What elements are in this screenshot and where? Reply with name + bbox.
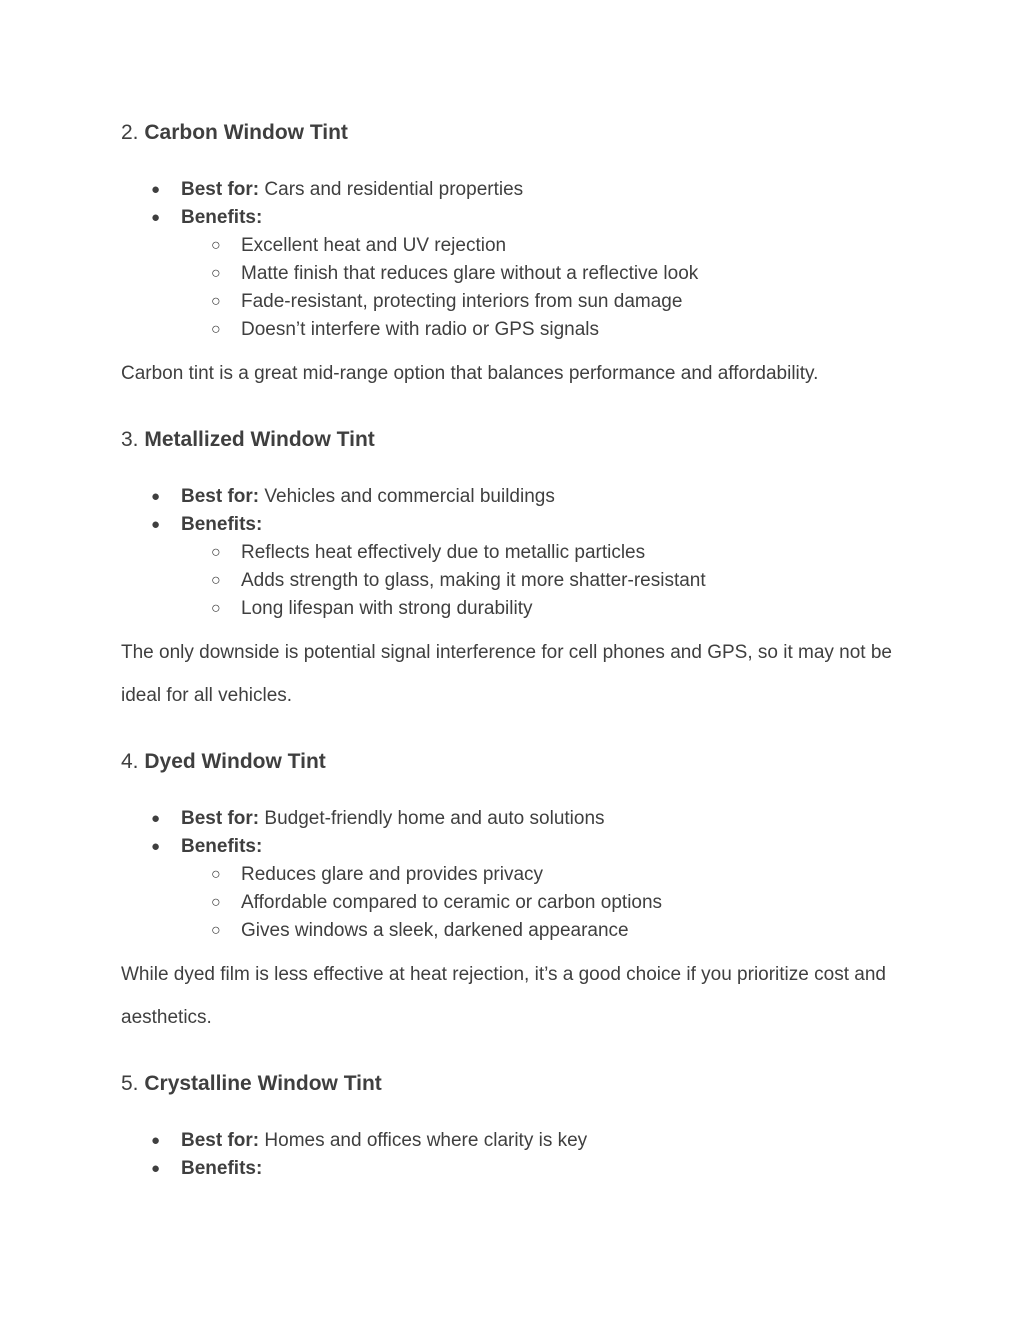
bullet-icon: ●	[151, 488, 161, 505]
benefit-text: Affordable compared to ceramic or carbon options	[241, 892, 663, 913]
section-title: Metallized Window Tint	[144, 428, 375, 451]
bullet-list	[121, 483, 911, 623]
section-metallized	[121, 427, 911, 717]
section-number: 5.	[121, 1072, 139, 1095]
sub-list-item	[121, 861, 911, 889]
benefits-label: Benefits:	[181, 836, 263, 857]
benefit-text: Adds strength to glass, making it more shatter-resistant	[241, 570, 706, 591]
section-carbon	[121, 120, 911, 395]
circle-bullet-icon: ○	[211, 922, 221, 939]
section-summary: The only downside is potential signal interference for cell phones and GPS, so it may not be ideal for all vehicles.	[121, 642, 892, 706]
circle-bullet-icon: ○	[211, 572, 221, 589]
circle-bullet-icon: ○	[211, 600, 221, 617]
list-item	[121, 1155, 911, 1183]
section-heading	[121, 427, 911, 453]
sub-list-item	[121, 232, 911, 260]
benefit-text: Long lifespan with strong durability	[241, 598, 533, 619]
section-title: Carbon Window Tint	[144, 121, 348, 144]
list-item	[121, 833, 911, 861]
section-heading	[121, 120, 911, 146]
bullet-icon: ●	[151, 838, 161, 855]
section-crystalline	[121, 1071, 911, 1183]
section-summary: Carbon tint is a great mid-range option that balances performance and affordability.	[121, 363, 819, 384]
best-for-value: Vehicles and commercial buildings	[264, 486, 555, 507]
best-for-label: Best for:	[181, 486, 260, 507]
bullet-icon: ●	[151, 1132, 161, 1149]
benefit-text: Matte finish that reduces glare without a reflective look	[241, 263, 699, 284]
circle-bullet-icon: ○	[211, 894, 221, 911]
sub-list-item	[121, 567, 911, 595]
best-for-label: Best for:	[181, 179, 260, 200]
bullet-list	[121, 805, 911, 945]
list-item	[121, 483, 911, 511]
best-for-value: Cars and residential properties	[264, 179, 524, 200]
circle-bullet-icon: ○	[211, 544, 221, 561]
benefits-label: Benefits:	[181, 1158, 263, 1179]
section-number: 3.	[121, 428, 139, 451]
section-title: Dyed Window Tint	[144, 750, 326, 773]
best-for-value: Homes and offices where clarity is key	[264, 1130, 588, 1151]
best-for-label: Best for:	[181, 808, 260, 829]
circle-bullet-icon: ○	[211, 293, 221, 310]
sub-list-item	[121, 260, 911, 288]
section-heading	[121, 749, 911, 775]
best-for-label: Best for:	[181, 1130, 260, 1151]
bullet-icon: ●	[151, 810, 161, 827]
list-item	[121, 176, 911, 204]
sub-list-item	[121, 595, 911, 623]
bullet-icon: ●	[151, 209, 161, 226]
section-summary: While dyed film is less effective at heat rejection, it’s a good choice if you prioritize cost and aesthetics.	[121, 964, 886, 1028]
circle-bullet-icon: ○	[211, 321, 221, 338]
section-dyed	[121, 749, 911, 1039]
bullet-icon: ●	[151, 516, 161, 533]
list-item	[121, 805, 911, 833]
bullet-list	[121, 1127, 911, 1183]
benefits-label: Benefits:	[181, 207, 263, 228]
benefit-text: Gives windows a sleek, darkened appearance	[241, 920, 629, 941]
circle-bullet-icon: ○	[211, 866, 221, 883]
benefits-label: Benefits:	[181, 514, 263, 535]
section-number: 4.	[121, 750, 139, 773]
benefit-text: Excellent heat and UV rejection	[241, 235, 507, 256]
sub-list-item	[121, 316, 911, 344]
section-heading	[121, 1071, 911, 1097]
list-item	[121, 1127, 911, 1155]
list-item	[121, 511, 911, 539]
benefit-text: Reflects heat effectively due to metallic particles	[241, 542, 646, 563]
sub-list-item	[121, 917, 911, 945]
circle-bullet-icon: ○	[211, 237, 221, 254]
benefit-text: Fade-resistant, protecting interiors from sun damage	[241, 291, 683, 312]
benefit-text: Doesn’t interfere with radio or GPS signals	[241, 319, 599, 340]
bullet-icon: ●	[151, 1160, 161, 1177]
sub-list-item	[121, 288, 911, 316]
best-for-value: Budget-friendly home and auto solutions	[264, 808, 605, 829]
circle-bullet-icon: ○	[211, 265, 221, 282]
section-title: Crystalline Window Tint	[144, 1072, 382, 1095]
benefit-text: Reduces glare and provides privacy	[241, 864, 544, 885]
bullet-list	[121, 176, 911, 344]
list-item	[121, 204, 911, 232]
sub-list-item	[121, 539, 911, 567]
bullet-icon: ●	[151, 181, 161, 198]
section-number: 2.	[121, 121, 139, 144]
sub-list-item	[121, 889, 911, 917]
